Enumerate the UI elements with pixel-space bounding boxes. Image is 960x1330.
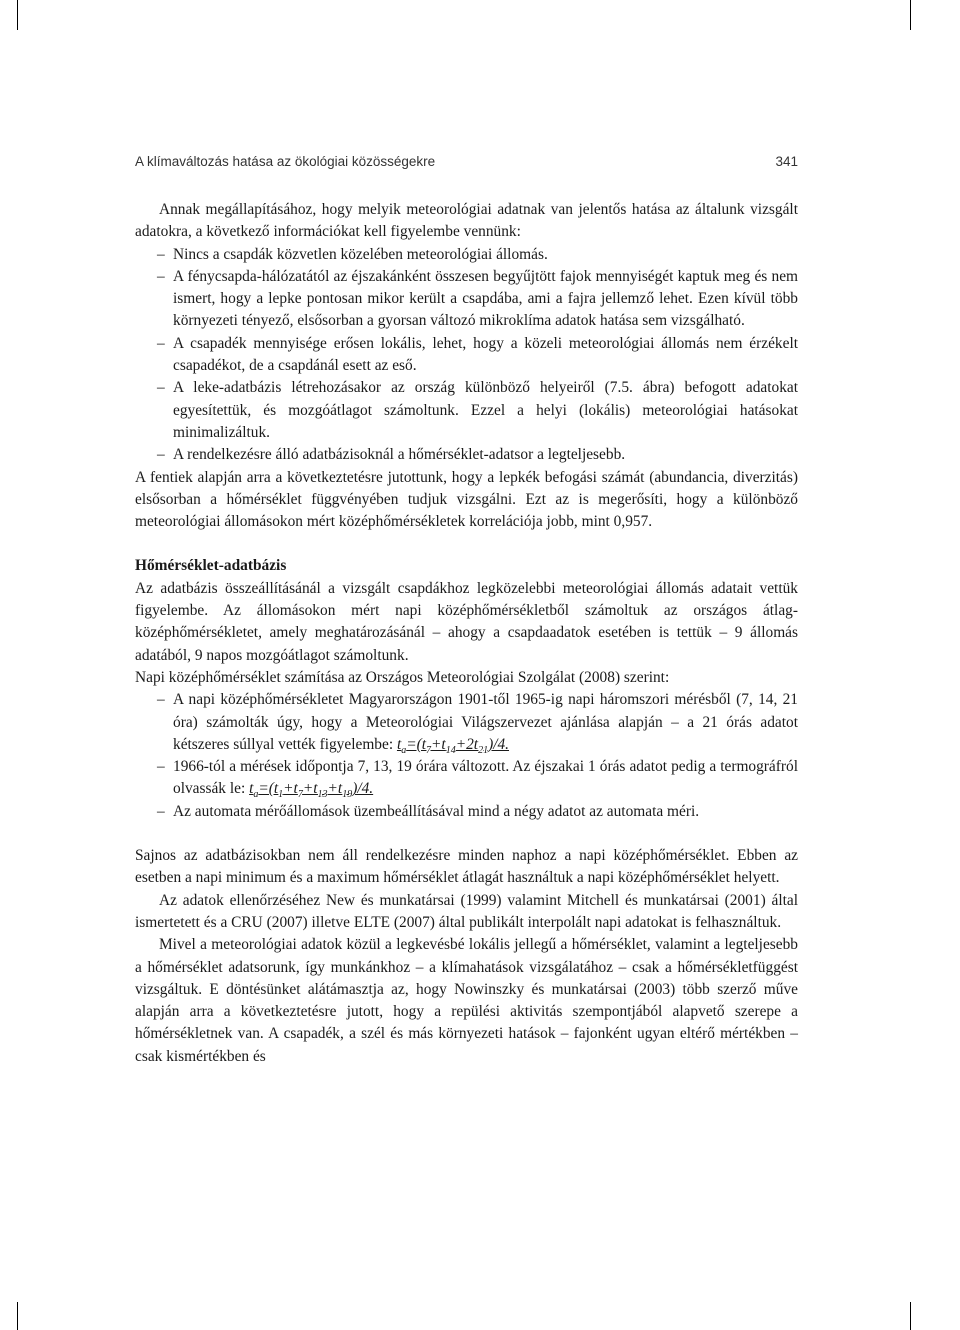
list-item — [135, 377, 798, 444]
conclusion-paragraph: A fentiek alapján arra a következtetésre jutottunk, hogy a lepkék befogási számát (abundancia, diverzitás) elsősorban a hőmérséklet függvényében tudjuk vizsgálni. Ezt az is megerősíti, hogy a különböző meteorológiai állomásokon mért középhőmérsékletek korrelációja jobb, mint 0,957. — [135, 468, 798, 531]
dash-marker: – — [157, 691, 165, 709]
crop-mark-top-left — [17, 0, 18, 30]
running-title: A klímaváltozás hatása az ökológiai közösségekre — [135, 154, 436, 169]
dash-marker: – — [157, 379, 165, 397]
list-item-text: Nincs a csapdák közvetlen közelében meteorológiai állomás. — [173, 245, 548, 263]
page-body — [135, 199, 798, 1068]
list-item-text: A csapadék mennyisége erősen lokális, lehet, hogy a közeli meteorológiai állomás nem érzékelt csapadékot, de a csapdánál esett az eső. — [173, 334, 798, 375]
dash-marker: – — [157, 446, 165, 464]
check-paragraph: Az adatok ellenőrzéséhez New és munkatársai (1999) valamint Mitchell és munkatársai (2001) által ismertetett és a CRU (2007) illetve ELTE (2007) által publikált interpolált napi adatokat is felhasználtuk. — [135, 891, 798, 931]
list-item-text: A fénycsapda-hálózatától az éjszakánként összesen begyűjtött fajok mennyiségét kaptuk meg és nem ismert, hogy a lepke pontosan mikor került a csapdába, ami a fajra jellemző lehet. Ezen kívül több környezeti tényező, elsősorban a gyorsan változó mikroklíma adatok hatása sem vizsgálható. — [173, 267, 798, 330]
list-item — [135, 444, 798, 466]
list-item-text: A leke-adatbázis létrehozásakor az ország különböző helyeiről (7.5. ábra) befogott adatokat egyesítettük, és mozgóátlagot számoltunk. Ezzel a helyi (lokális) meteorológiai hatásokat minimalizáltuk. — [173, 379, 798, 441]
list-item-text: A rendelkezésre álló adatbázisoknál a hőmérséklet-adatsor a legteljesebb. — [173, 446, 626, 464]
list-item — [135, 333, 798, 378]
closing-paragraph: Mivel a meteorológiai adatok közül a legkevésbé lokális jellegű a hőmérséklet, valamint a legteljesebb a hőmérséklet adatsorunk, így munkánkhoz – a klímahatások vizsgálatához – csak a hőmérsékletfüggést vizsgáltuk. E döntésünket alátámasztja az, hogy Nowinszky és munkatársai (2003) több szerző műve alapján arra a következtetésre jutott, hogy a repülési aktivitás szempontjából alapvető szerepe a hőmérsékletnek van. A csapadék, a szél és más környezeti hatások – fajonként ugyan eltérő mértékben – csak kismértékben és — [135, 936, 798, 1065]
dash-marker: – — [157, 334, 165, 352]
list-item — [135, 756, 798, 801]
intro-paragraph: Annak megállapításához, hogy melyik meteorológiai adatnak van jelentős hatása az általunk vizsgált adatokra, a következő információkat kell figyelembe vennünk: — [135, 201, 798, 241]
crop-mark-bottom-left — [17, 1302, 18, 1330]
dash-marker: – — [157, 267, 165, 285]
crop-mark-bottom-right — [910, 1302, 911, 1330]
list-item-text — [173, 689, 798, 756]
list-item — [135, 689, 798, 756]
crop-mark-top-right — [910, 0, 911, 30]
dash-marker: – — [157, 802, 165, 820]
running-header — [135, 154, 798, 169]
list-item-text — [173, 756, 798, 801]
formula: $t_a=(t_1+t_7+t_{13}+t_{19})/4$. — [249, 780, 374, 801]
formula: $t_a=(t_7+t_{14}+2t_{21})/4$. — [396, 735, 510, 756]
list-item — [135, 801, 798, 823]
dash-marker: – — [157, 758, 165, 776]
section-paragraph: Az adatbázis összeállításánál a vizsgált csapdákhoz legközelebbi meteorológiai állomás adatait vettük figyelembe. Az állomásokon mért napi középhőmérsékletből számoltuk az országos átlag-középhőmérsékletet, amely meghatározásánál – ahogy a csapdaadatok esetében is tettük – 9 állomás adatából, 9 napos mozgóátlagot számoltunk. — [135, 579, 798, 664]
section-paragraph: Napi középhőmérséklet számítása az Országos Meteorológiai Szolgálat (2008) szerint: — [135, 668, 670, 686]
page-number: 341 — [775, 154, 798, 169]
list-item-text: Az automata mérőállomások üzembeállításával mind a négy adatot az automata méri. — [173, 802, 700, 820]
list-item — [135, 266, 798, 333]
section-heading: Hőmérséklet-adatbázis — [135, 557, 287, 575]
list-item-body: 1966-tól a mérések időpontja 7, 13, 19 órára változott. Az éjszakai 1 órás adatot pedig a termográfról olvassák le: — [173, 758, 798, 798]
missing-data-paragraph: Sajnos az adatbázisokban nem áll rendelkezésre minden naphoz a napi középhőmérséklet. Ebben az esetben a napi minimum és a maximum hőmérséklet átlagát használtuk a napi középhőmérséklet helyett. — [135, 847, 798, 887]
dash-marker: – — [157, 245, 165, 263]
list-item-body: A napi középhőmérsékletet Magyarországon 1901-től 1965-ig napi háromszori mérésből (7, 14, 21 óra) számolták úgy, hogy a Meteorológiai Világszervezet ajánlása alapján – a 21 órás adatot kétszeres súllyal vették figyelembe: — [173, 691, 798, 753]
list-item — [135, 244, 798, 266]
